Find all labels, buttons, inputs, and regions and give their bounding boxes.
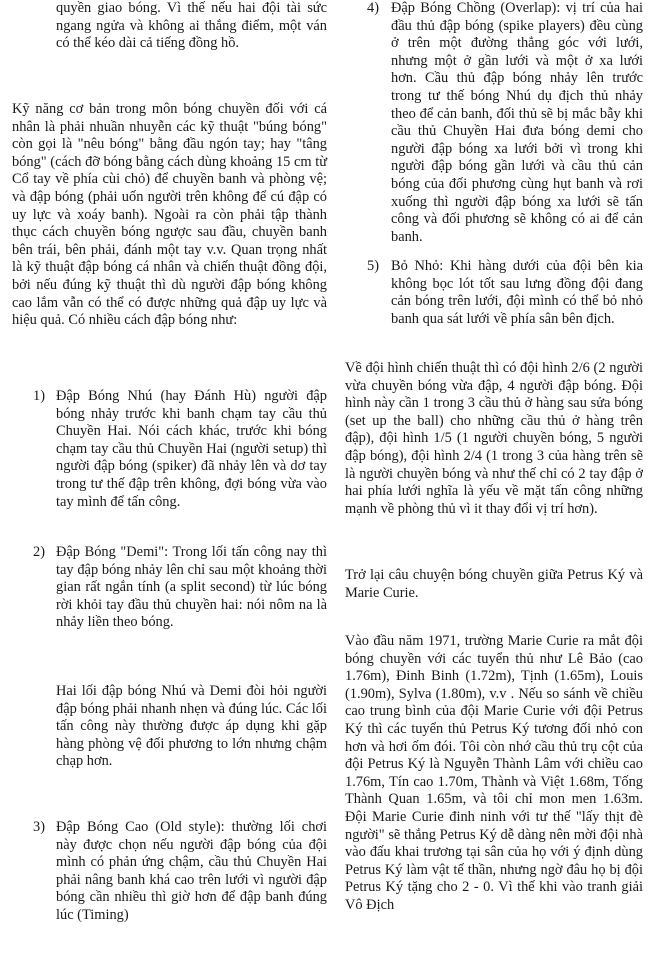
story-text: Vào đầu năm 1971, trường Marie Curie ra mắt đội bóng chuyền với các tuyển thủ như Lê Bảo (cao 1.76m), Đinh Binh (1.72m), Tịnh (1.65m), Louis (1.90m), Sylva (1.80m), v.v . Nếu so sánh về chiều cao trung bình của đội Marie Curie với đội Petrus Ký thì các tuyển thủ Petrus Ký tương đối nhỏ con hơn và hơi ốm đói. Tôi còn nhớ cầu thủ trụ cột của đội Petrus Ký là Nguyễn Thành Lâm với chiều cao 1.76m, Tín cao 1.70m, Thành và Việt 1.68m, Tống Thành Quan 1.65m, và tôi chỉ mon men 1.63m. Đội Marie Curie đinh ninh với tư thế "lấy thịt đè người" sẽ thắng Petrus Ký dễ dàng nên mời đội nhà vào đấu khai trương tại sân của họ với ý định dùng Petrus Ký làm vật tế thần, nhưng ngờ đâu họ bị đội Petrus Ký tặng cho 2 - 0. Vì thế khi vào tranh giải Vô Địch <box>345 633 643 913</box>
return-text: Trở lại câu chuyện bóng chuyền giữa Petrus Ký và Marie Curie. <box>345 567 643 601</box>
item-number: 1) <box>33 388 45 404</box>
list-item <box>12 544 327 632</box>
item-text: Đập Bóng Cao (Old style): thường lối chơi này được chọn nếu người đập bóng của đội mình có phản ứng chậm, cầu thủ Chuyền Hai phải nâng banh khá cao trên lưới vì người đập bóng cần nhiều thì giờ hơn để đập banh đúng lúc (Timing) <box>56 819 327 923</box>
list-item <box>345 258 643 328</box>
item-follow-text: Hai lối đập bóng Nhú và Demi đòi hỏi người đập bóng phải nhanh nhẹn và đúng lúc. Các lối tấn công này thường được áp dụng khi gặp hàng phòng vệ đối phương to lớn nhưng chậm chạp hơn. <box>56 683 327 770</box>
item-number: 5) <box>367 258 379 274</box>
list-item <box>12 819 327 925</box>
item-text: Đập Bóng Chồng (Overlap): vị trí của hai đầu thủ đập bóng (spike players) đều cùng ở trên một đường thẳng góc với lưới, nhưng một ở gần lưới và một ở xa lưới hơn. Cầu thủ đập bóng nhảy lên trước trong tư thế bóng Nhú dụ địch thủ nhảy theo để cản banh, đối thủ sẽ bị mắc bẫy khi cầu thủ Chuyền Hai đưa bóng demi cho người đập bóng xa lưới bởi vì trong khi người đập bóng gần lưới và cầu thủ cản bóng của đối phương cùng hụt banh và rơi xuống thì người đập bóng xa lưới sẽ tấn công và đối phương sẽ không có ai để cản banh. <box>391 0 643 245</box>
item-number: 2) <box>33 544 45 560</box>
item-number: 3) <box>33 819 45 835</box>
return-paragraph <box>345 567 643 602</box>
item-text: Đập Bóng "Demi": Trong lối tấn công nay thì tay đập bóng nhảy lên chỉ sau một khoảng thời gian rất ngắn tính (a split second) từ lúc bóng rời khỏi tay đầu thủ chuyền hai: nói nôm na là nhảy liền theo bóng. <box>56 544 327 631</box>
item-text: Bỏ Nhỏ: Khi hàng dưới của đội bên kia không bọc lót tốt sau lưng đồng đội đang cản bóng trên lưới, đội mình có thể bỏ nhỏ banh qua sát lưới về phía sân bên địch. <box>391 258 643 327</box>
continuation-paragraph <box>56 0 327 53</box>
skills-text: Kỹ năng cơ bản trong môn bóng chuyền đối với cá nhân là phải nhuần nhuyễn các kỹ thuật "búng bóng" còn gọi là "nêu bóng" bằng đầu ngón tay; hay "tâng bóng" (cách đỡ bóng bằng cách dùng khoảng 15 cm từ Cổ tay về phía cùi chỏ) để chuyền banh và phòng vệ; và đập bóng (phải uốn người trên không để cú đập có uy lực và xoáy banh). Ngoài ra còn phải tập thành thục cách chuyền bóng ngược sau đầu, chuyền banh bên trái, bên phải, đánh một tay v.v. Quan trọng nhất là kỹ thuật đập bóng cá nhân và chiến thuật đồng đội, bởi nếu đúng kỹ thuật thì dù người đập bóng không cao lắm vẫn có thể có được những quả đập uy lực và hiệu quả. Có nhiều cách đập bóng như: <box>12 101 327 329</box>
list-item <box>12 388 327 511</box>
skills-paragraph <box>12 101 327 330</box>
list-item <box>345 0 643 246</box>
item-text: Đập Bóng Nhú (hay Đánh Hù) người đập bóng nhảy trước khi banh chạm tay cầu thủ Chuyền Hai. Nói cách khác, trước khi bóng chạm tay cầu thủ Chuyền Hai (người setup) thì người đập bóng (spiker) đã nhảy lên và dơ tay trong tư thế đập trên không, đợi bóng vừa vào tay mình để tấn công. <box>56 388 327 510</box>
formation-text: Về đội hình chiến thuật thì có đội hình 2/6 (2 người vừa chuyền bóng vừa đập, 4 người đập bóng. Đội hình này cần 1 trong 3 cầu thủ ở hàng sau sửa bóng (set up the ball) cho những cầu thủ ở hàng trên đập), đội hình 1/5 (1 người chuyền bóng, 5 người đập bóng), đội hình 2/4 (1 trong 3 của hàng trên sẽ là người chuyền bóng và như thế chỉ có 2 tay đập ở hai phía lưới nghĩa là yếu về mặt tấn công những mạnh về phòng thủ vì it thay đổi vị trí hơn). <box>345 360 643 517</box>
story-paragraph <box>345 633 643 915</box>
item-number: 4) <box>367 0 379 16</box>
item-follow-paragraph <box>56 683 327 771</box>
formation-paragraph <box>345 360 643 518</box>
continuation-text: quyền giao bóng. Vì thế nếu hai đội tài sức ngang ngửa và không ai thắng điểm, một ván có thể kéo dài cả tiếng đồng hồ. <box>56 0 327 52</box>
